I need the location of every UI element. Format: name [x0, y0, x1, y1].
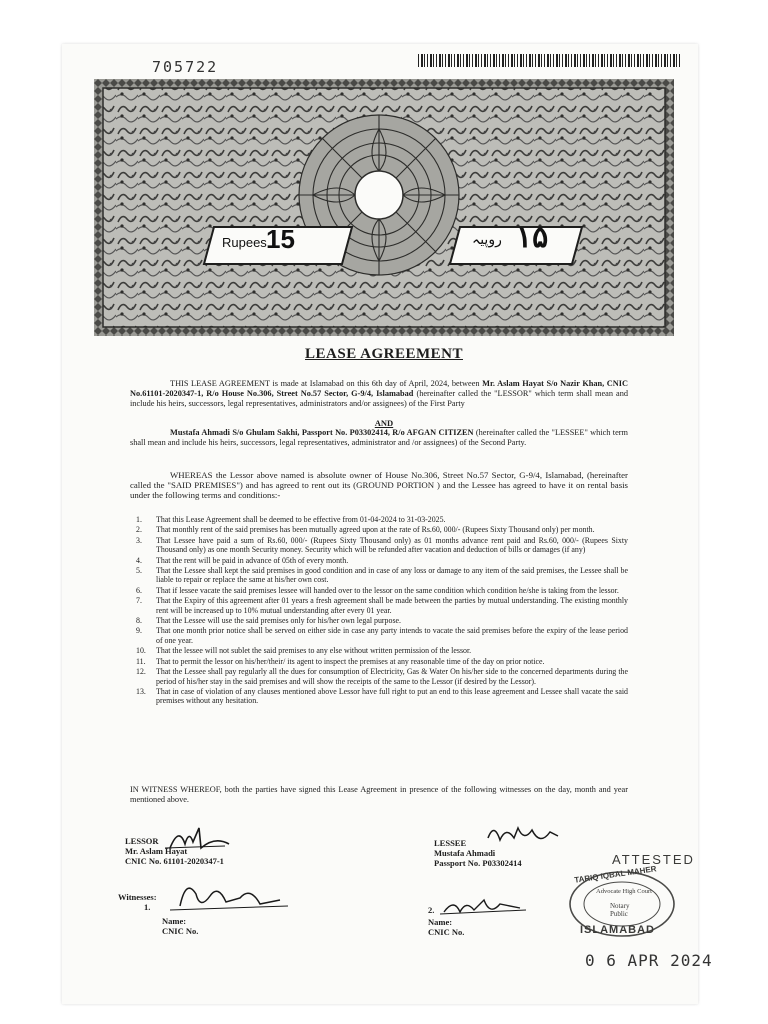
witness-1-signature — [170, 876, 290, 916]
whereas-paragraph: WHEREAS the Lessor above named is absolute owner of House No.306, Street No.57 Sector, G-9/4, Islamabad, (hereinafter called the "SAID PREMISES") and has agreed to rent out its (GROUND PORTION ) and the Lessee has agreed to have it on rental basis under the following terms and conditions:- — [130, 470, 628, 500]
term-item — [130, 687, 628, 706]
witness-1-name-label: Name: — [162, 916, 187, 926]
term-number: 5. — [136, 566, 142, 576]
term-item — [130, 556, 628, 565]
document-title: LEASE AGREEMENT — [305, 346, 463, 362]
and-heading: AND — [374, 418, 394, 428]
witness-2-number: 2. — [428, 905, 435, 915]
term-text: That the Lessee shall pay regularly all the dues for consumption of Electricity, Gas & Water On his/her side to the concerned departments during the period of his/her stay in the said premises and will show the receipts of the same to the Lessor (if desired by the Lessor). — [156, 667, 628, 686]
intro-line-1: THIS LEASE AGREEMENT is made at Islamabad on this 6th day of April, 2024, between — [170, 379, 480, 388]
denomination-label: Rupees — [222, 235, 267, 250]
lessee-definition: (hereinafter called the "LESSEE" which term shall mean and include his heirs, successors, legal representatives, administrator and /or assignees) of the Second Party. — [130, 428, 629, 447]
term-text: That this Lease Agreement shall be deemed to be effective from 01-04-2024 to 31-03-2025. — [156, 515, 446, 524]
term-item — [130, 586, 628, 595]
notary-public: Notary Public — [610, 902, 630, 918]
term-number: 8. — [136, 616, 142, 626]
terms-list — [130, 515, 628, 707]
witness-1-number: 1. — [144, 902, 151, 912]
term-text: That the Expiry of this agreement after 01 years a fresh agreement shall be made between the parties by mutual understanding. The existing monthly rent will be increased up to 10% mutual understanding after every 01 year. — [156, 596, 628, 615]
lessee-identification: Mustafa Ahmadi S/o Ghulam Sakhi, Passport No. P03302414, R/o AFGAN CITIZEN — [170, 428, 474, 437]
denomination-urdu: روپیہ — [472, 233, 502, 248]
term-text: That the Lessee will use the said premises only for his/her own legal purpose. — [156, 616, 401, 626]
notary-stamp — [560, 852, 695, 940]
term-text: That to permit the lessor on his/her/their/ its agent to inspect the premises at any reasonable time of the day on prior notice. — [156, 656, 545, 666]
lessor-signature — [165, 824, 235, 854]
term-number: 1. — [136, 515, 142, 524]
term-item — [130, 596, 628, 615]
witness-2-signature — [440, 894, 530, 920]
term-item — [130, 515, 628, 524]
witnesses-label: Witnesses: — [118, 892, 157, 902]
term-number: 2. — [136, 525, 142, 535]
term-number: 6. — [136, 585, 142, 595]
notary-title: Advocate High Court — [596, 888, 652, 895]
term-number: 9. — [136, 626, 142, 636]
term-number: 4. — [136, 555, 142, 565]
serial-number: 705722 — [152, 58, 219, 76]
term-item — [130, 566, 628, 585]
lessee-name: Mustafa Ahmadi — [434, 848, 496, 858]
term-text: That one month prior notice shall be served on either side in case any party intends to vacate the said premises before the expiry of the lease period of one year. — [156, 626, 628, 645]
term-text: That monthly rent of the said premises has been mutually agreed upon at the rate of Rs.60, 000/- (Rupees Sixty Thousand only) per month. — [156, 525, 595, 535]
lessee-label: LESSEE — [434, 838, 467, 848]
term-item — [130, 616, 628, 625]
term-number: 3. — [136, 535, 142, 545]
term-text: That the lessee will not sublet the said premises to any else without written permission of the lessor. — [156, 646, 472, 656]
term-number: 12. — [136, 667, 146, 677]
barcode — [418, 54, 680, 67]
notary-city: ISLAMABAD — [580, 924, 655, 936]
lessor-name: Mr. Aslam Hayat — [125, 846, 188, 856]
lessee-signature — [484, 818, 564, 850]
witness-2-name-label: Name: — [428, 917, 453, 927]
notary-name: TARIQ IQBAL MAHER — [573, 864, 658, 885]
denomination-value: 15 — [266, 224, 295, 254]
lessor-cnic: CNIC No. 61101-2020347-1 — [125, 856, 224, 866]
date-stamp: 0 6 APR 2024 — [585, 951, 713, 970]
witness-2-cnic-label: CNIC No. — [428, 927, 465, 937]
lessor-label: LESSOR — [125, 836, 159, 846]
stamp-paper-ornament — [94, 79, 674, 336]
term-item — [130, 657, 628, 666]
lessee-passport: Passport No. P03302414 — [434, 858, 522, 868]
lessor-definition: (hereinafter called the "LESSOR" which term shall mean and include his heirs, successors, legal representatives, administrators and/or assignees) of the First Party — [130, 389, 628, 408]
term-number: 10. — [136, 646, 146, 656]
term-text: That the rent will be paid in advance of 05th of every month. — [156, 555, 349, 565]
term-text: That the Lessee shall kept the said premises in good condition and in case of any loss or damage to any item of the said premises, the Lessee shall be liable to repair or replace the same at his/her own cost. — [156, 566, 628, 585]
term-item — [130, 626, 628, 645]
term-text: That if lessee vacate the said premises lessee will handed over to the lessor on the same condition which condition he/she is taking from the lessor. — [156, 585, 619, 595]
term-number: 7. — [136, 596, 142, 606]
notary-attested: ATTESTED — [612, 852, 695, 867]
term-text: That Lessee have paid a sum of Rs.60, 000/- (Rupees Sixty Thousand only) as 01 months advance rent paid and Rs.60, 000/- (Rupees Sixty Thousand only) as one month Security money. Security which will be refunded after vacation and deduction of bills or damages (if any) — [156, 535, 628, 555]
denomination-urdu-value: ۱۵ — [516, 221, 549, 254]
term-number: 13. — [136, 686, 146, 696]
term-number: 11. — [136, 656, 146, 666]
lessor-identification: Mr. Aslam Hayat S/o Nazir Khan, CNIC No.61101-2020347-1, R/o House No.306, Street No.57 Sector, G-9/4, Islamabad — [130, 379, 629, 398]
term-item — [130, 667, 628, 686]
witness-clause: IN WITNESS WHEREOF, both the parties have signed this Lease Agreement in presence of the following witnesses on the day, month and year mentioned above. — [130, 785, 628, 804]
term-item — [130, 525, 628, 534]
intro-paragraph — [130, 379, 628, 409]
term-text: That in case of violation of any clauses mentioned above Lessor have full right to put an end to this lease agreement and Lessee shall vacate the said premises without any hesitation. — [156, 686, 628, 706]
lessee-paragraph — [130, 428, 628, 448]
term-item — [130, 536, 628, 555]
witness-1-cnic-label: CNIC No. — [162, 926, 199, 936]
term-item — [130, 646, 628, 655]
